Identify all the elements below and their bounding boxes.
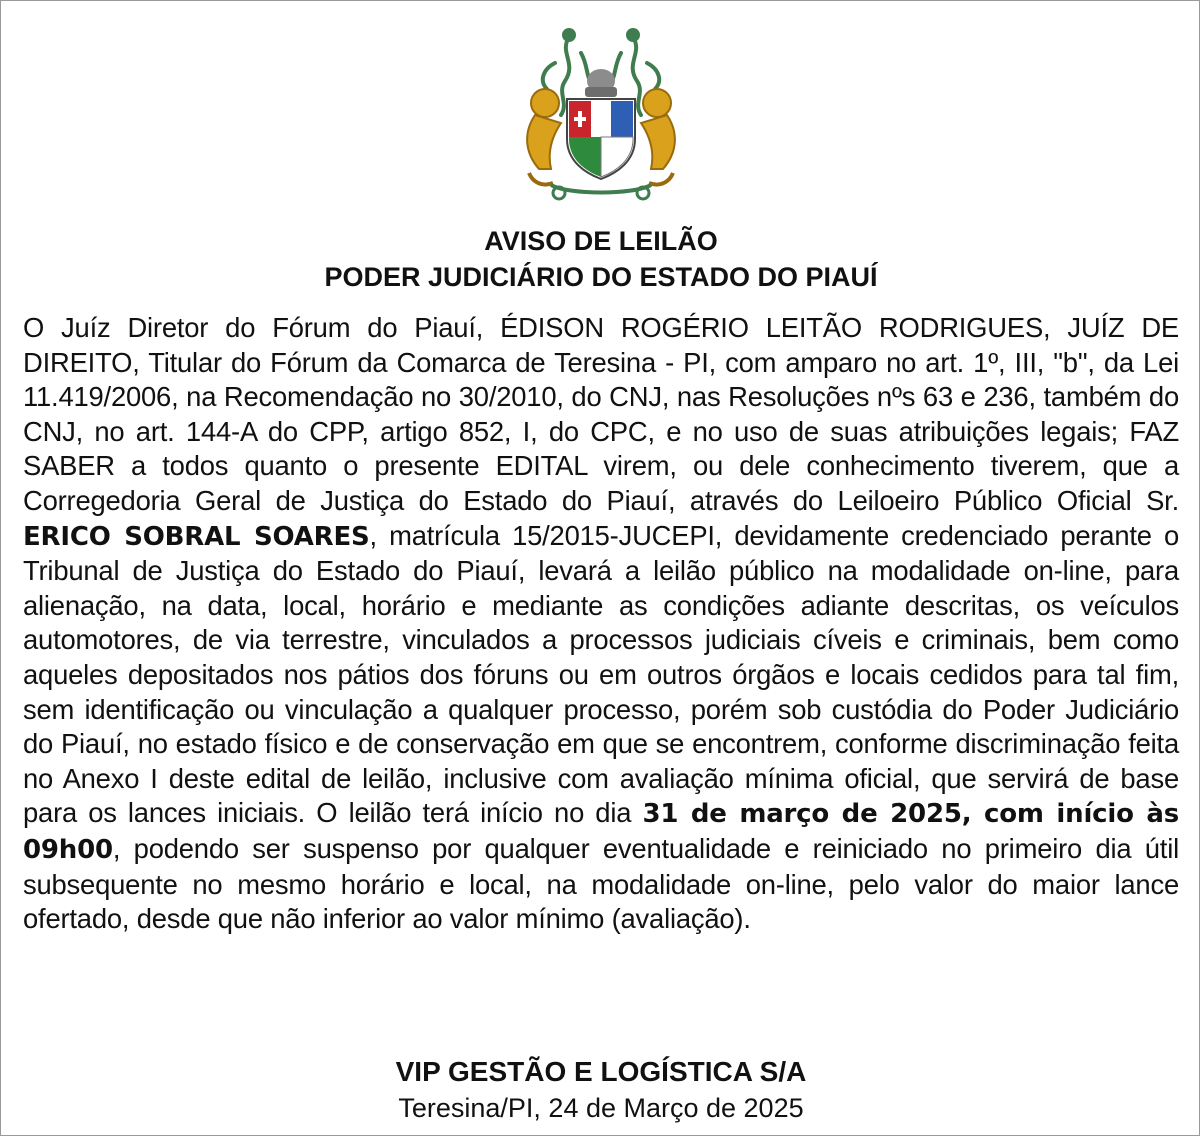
piaui-coat-of-arms-icon (499, 23, 703, 203)
body-text-part: , podendo ser suspenso por qualquer eventualidade e reiniciado no primeiro dia útil subsequente no mesmo horário e local, na modalidade on-line, pelo valor do maior lance ofertado, desde que não inferior ao valor mínimo (avaliação). (23, 832, 1179, 935)
notice-body (23, 311, 1179, 937)
right-lion-shape (641, 89, 675, 185)
body-text-part: , matrícula 15/2015-JUCEPI, devidamente credenciado perante o Tribunal de Justiça do Estado do Piauí, levará a leilão público na modalidade on-line, para alienação, na data, local, horário e mediante as condições adiante descritas, os veículos automotores, de via terrestre, vinculados a processos judiciais cíveis e criminais, bem como aqueles depositados nos pátios dos fóruns ou em outros órgãos e locais cedidos para tal fim, sem identificação ou vinculação a qualquer processo, porém sob custódia do Poder Judiciário do Piauí, no estado físico e de conservação em que se encontrem, conforme discriminação feita no Anexo I deste edital de leilão, inclusive com avaliação mínima oficial, que servirá de base para os lances iniciais. O leilão terá início no dia (23, 519, 1179, 829)
body-text-part: O Juíz Diretor do Fórum do Piauí, ÉDISON ROGÉRIO LEITÃO RODRIGUES, JUÍZ DE DIREITO, Titular do Fórum da Comarca de Teresina - PI, com amparo no art. 1º, III, "b", da Lei 11.419/2006, na Recomendação no 30/2010, do CNJ, nas Resoluções nºs 63 e 236, também do CNJ, no art. 144-A do CPP, artigo 852, I, do CPC, e no uso de suas atribuições legais; FAZ SABER a todos quanto o presente EDITAL virem, ou dele conhecimento tiverem, que a Corregedoria Geral de Justiça do Estado do Piauí, através do Leiloeiro Público Oficial Sr. (23, 312, 1179, 516)
notice-subtitle: PODER JUDICIÁRIO DO ESTADO DO PIAUÍ (324, 262, 878, 292)
auction-start-date: 31 de março de 2025, com início às 09h00 (23, 799, 1179, 865)
notice-title: AVISO DE LEILÃO (484, 226, 718, 256)
company-name: VIP GESTÃO E LOGÍSTICA S/A (395, 1056, 807, 1087)
auctioneer-name: ERICO SOBRAL SOARES (23, 521, 370, 552)
shield-shape (567, 99, 635, 179)
place-and-date: Teresina/PI, 24 de Março de 2025 (398, 1093, 804, 1123)
left-lion-shape (527, 89, 561, 185)
